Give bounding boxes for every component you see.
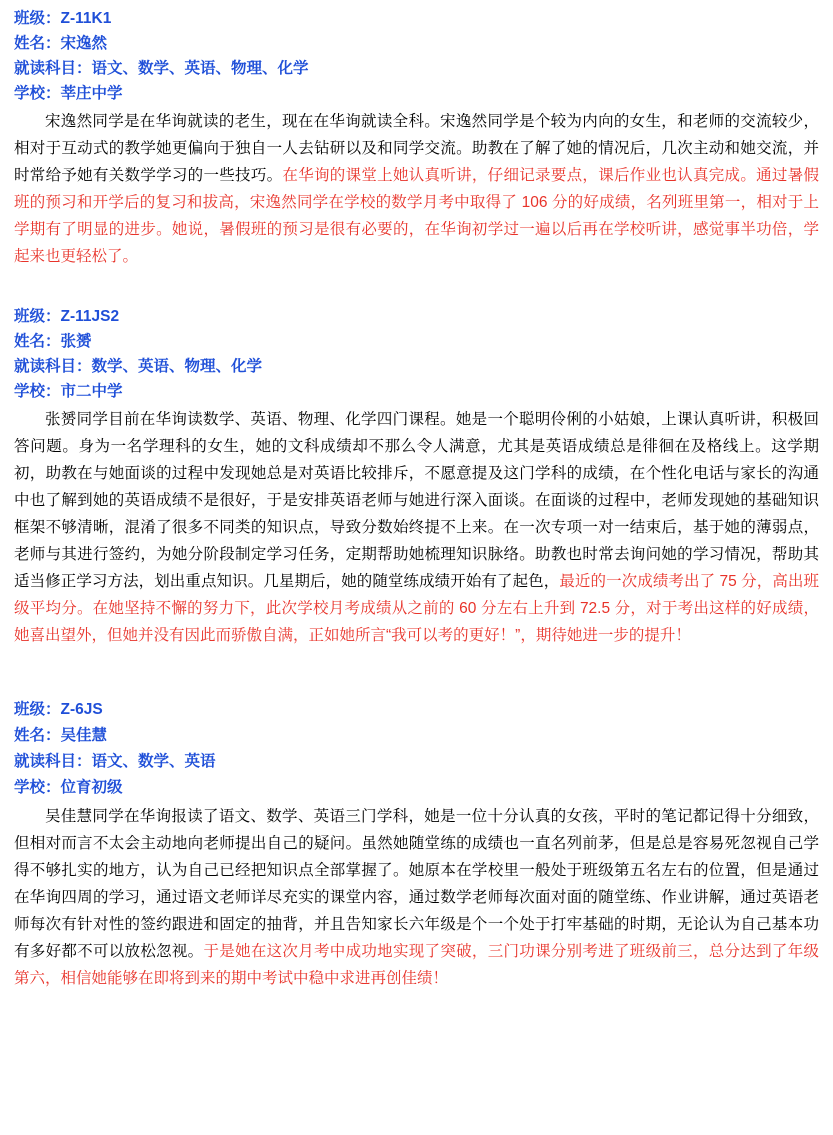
record-paragraph bbox=[14, 406, 819, 649]
school-line bbox=[14, 81, 819, 106]
record-paragraph bbox=[14, 108, 819, 270]
subjects-label: 就读科目： bbox=[14, 60, 92, 77]
class-value: Z-11K1 bbox=[60, 10, 112, 27]
name-label: 姓名： bbox=[14, 333, 61, 350]
name-value: 吴佳慧 bbox=[60, 727, 108, 744]
class-label: 班级： bbox=[14, 308, 61, 325]
name-line bbox=[14, 329, 819, 354]
school-value: 市二中学 bbox=[60, 383, 123, 400]
name-value: 张赟 bbox=[60, 333, 92, 350]
school-value: 莘庄中学 bbox=[60, 85, 123, 102]
name-label: 姓名： bbox=[14, 35, 61, 52]
class-label: 班级： bbox=[14, 10, 61, 27]
school-value: 位育初级 bbox=[60, 779, 123, 796]
subjects-value: 语文、数学、英语 bbox=[91, 753, 216, 770]
subjects-value: 数学、英语、物理、化学 bbox=[91, 358, 263, 375]
name-line bbox=[14, 31, 819, 56]
subjects-line bbox=[14, 749, 819, 775]
subjects-label: 就读科目： bbox=[14, 753, 92, 770]
student-record bbox=[14, 304, 819, 649]
paragraph-plain-text: 吴佳慧同学在华询报读了语文、数学、英语三门学科，她是一位十分认真的女孩，平时的笔记都记得十分细致，但相对而言不太会主动地向老师提出自己的疑问。虽然她随堂练的成绩也一直名列前茅，但是总是容易死忽视自己学得不够扎实的地方，认为自己已经把知识点全部掌握了。她原本在学校里一般处于班级第五名左右的位置，但是通过在华询四周的学习，通过语文老师详尽充实的课堂内容，通过数学老师每次面对面的随堂练、作业讲解，通过英语老师每次有针对性的签约跟进和固定的抽背，并且告知家长六年级是个一个处于打牢基础的时期，无论认为自己基本功有多好都不可以放松忽视。 bbox=[14, 808, 819, 960]
subjects-line bbox=[14, 354, 819, 379]
school-line bbox=[14, 379, 819, 404]
record-spacer bbox=[14, 274, 819, 304]
school-line bbox=[14, 775, 819, 801]
class-line bbox=[14, 304, 819, 329]
name-value: 宋逸然 bbox=[60, 35, 108, 52]
school-label: 学校： bbox=[14, 85, 61, 102]
student-record bbox=[14, 697, 819, 992]
paragraph-highlighted-text: 于是她在这次月考中成功地实现了突破，三门功课分别考进了班级前三，总分达到了年级第六，相信她能够在即将到来的期中考试中稳中求进再创佳绩！ bbox=[14, 943, 819, 987]
school-label: 学校： bbox=[14, 779, 61, 796]
student-record bbox=[14, 6, 819, 270]
class-line bbox=[14, 6, 819, 31]
subjects-value: 语文、数学、英语、物理、化学 bbox=[91, 60, 309, 77]
class-value: Z-6JS bbox=[60, 701, 103, 718]
paragraph-highlighted-text: 最近的一次成绩考出了 75 分，高出班级平均分。在她坚持不懈的努力下，此次学校月考成绩从之前的 60 分左右上升到 72.5 分，对于考出这样的好成绩，她喜出望外，但她并没有因此而骄傲自满，正如她所言“我可以考的更好！”，期待她进一步的提升！ bbox=[14, 573, 819, 644]
name-label: 姓名： bbox=[14, 727, 61, 744]
record-spacer bbox=[14, 653, 819, 697]
paragraph-plain-text: 张赟同学目前在华询读数学、英语、物理、化学四门课程。她是一个聪明伶俐的小姑娘，上课认真听讲，积极回答问题。身为一名学理科的女生，她的文科成绩却不那么令人满意，尤其是英语成绩总是徘徊在及格线上。这学期初，助教在与她面谈的过程中发现她总是对英语比较排斥，不愿意提及这门学科的成绩，在个性化电话与家长的沟通中也了解到她的英语成绩不是很好，于是安排英语老师与她进行深入面谈。在面谈的过程中，老师发现她的基础知识框架不够清晰，混淆了很多不同类的知识点，导致分数始终提不上来。在一次专项一对一结束后，基于她的薄弱点，老师与其进行签约，为她分阶段制定学习任务，定期帮助她梳理知识脉络。助教也时常去询问她的学习情况，帮助其适当修正学习方法，划出重点知识。几星期后，她的随堂练成绩开始有了起色， bbox=[14, 411, 819, 590]
paragraph-plain-text: 宋逸然同学是在华询就读的老生，现在在华询就读全科。宋逸然同学是个较为内向的女生，和老师的交流较少，相对于互动式的教学她更偏向于独自一人去钻研以及和同学交流。助教在了解了她的情况后，几次主动和她交流，并时常给予她有关数学学习的一些技巧。 bbox=[14, 113, 819, 184]
subjects-line bbox=[14, 56, 819, 81]
name-line bbox=[14, 723, 819, 749]
class-line bbox=[14, 697, 819, 723]
paragraph-highlighted-text: 在华询的课堂上她认真听讲，仔细记录要点，课后作业也认真完成。通过暑假班的预习和开学后的复习和拔高，宋逸然同学在学校的数学月考中取得了 106 分的好成绩，名列班里第一，相对于上学期有了明显的进步。她说，暑假班的预习是很有必要的，在华询初学过一遍以后再在学校听讲，感觉事半功倍，学起来也更轻松了。 bbox=[14, 167, 819, 265]
record-paragraph bbox=[14, 803, 819, 992]
subjects-label: 就读科目： bbox=[14, 358, 92, 375]
class-value: Z-11JS2 bbox=[60, 308, 120, 325]
school-label: 学校： bbox=[14, 383, 61, 400]
class-label: 班级： bbox=[14, 701, 61, 718]
